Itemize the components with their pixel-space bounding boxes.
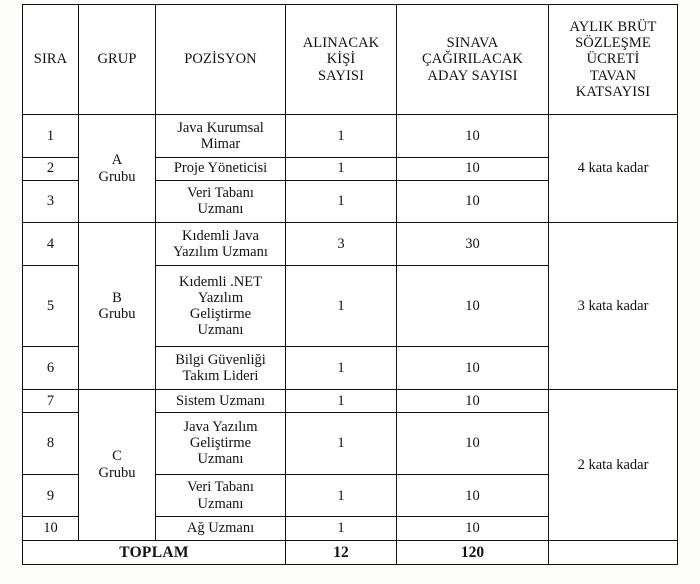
cell-pozisyon — [156, 474, 286, 517]
cell-grup — [79, 115, 156, 223]
cell-katsayi: 3 kata kadar — [549, 223, 678, 390]
header-line: POZİSYON — [184, 51, 257, 68]
cell-sinava-cagirilacak-aday-sayisi: 30 — [397, 223, 549, 266]
header-line: SÖZLEŞME — [575, 35, 651, 52]
cell-total-sinava-cagirilacak-aday-sayisi: 120 — [397, 540, 549, 565]
cell-line: Proje Yöneticisi — [173, 160, 268, 177]
cell-grup — [79, 389, 156, 540]
cell-katsayi: 2 kata kadar — [549, 389, 678, 540]
cell-sinava-cagirilacak-aday-sayisi: 10 — [397, 389, 549, 412]
cell-pozisyon — [156, 223, 286, 266]
cell-line: Uzmanı — [197, 322, 244, 339]
cell-sinava-cagirilacak-aday-sayisi: 10 — [397, 517, 549, 540]
cell-pozisyon — [156, 115, 286, 158]
cell-line: Geliştirme — [189, 435, 252, 452]
cell-sinava-cagirilacak-aday-sayisi: 10 — [397, 115, 549, 158]
cell-alinacak-kisi-sayisi: 3 — [286, 223, 397, 266]
cell-pozisyon — [156, 180, 286, 223]
cell-line: Veri Tabanı — [187, 185, 254, 202]
header-line: SAYISI — [318, 67, 364, 84]
cell-line: Grubu — [98, 168, 136, 185]
recruitment-positions-table-container — [22, 4, 677, 565]
cell-line: Java Kurumsal — [177, 119, 264, 136]
table-total-row — [23, 540, 678, 565]
cell-sira: 5 — [23, 265, 79, 347]
cell-sinava-cagirilacak-aday-sayisi: 10 — [397, 157, 549, 180]
cell-line: Uzmanı — [197, 495, 244, 512]
column-header-aylik-brut-sozlesme-ucreti-tavan-katsayisi — [549, 5, 678, 115]
column-header-grup — [79, 5, 156, 115]
recruitment-positions-table — [22, 4, 678, 565]
header-line: ÜCRETİ — [586, 51, 640, 68]
cell-line: Sistem Uzmanı — [175, 392, 265, 409]
cell-alinacak-kisi-sayisi: 1 — [286, 412, 397, 474]
cell-sira: 10 — [23, 517, 79, 540]
header-line: KİŞİ — [326, 51, 356, 68]
column-header-sira — [23, 5, 79, 115]
cell-sira: 9 — [23, 474, 79, 517]
cell-line: Uzmanı — [197, 451, 244, 468]
cell-alinacak-kisi-sayisi: 1 — [286, 157, 397, 180]
cell-line: Takım Lideri — [182, 367, 259, 384]
cell-total-alinacak-kisi-sayisi: 12 — [286, 540, 397, 565]
cell-pozisyon — [156, 412, 286, 474]
cell-katsayi: 4 kata kadar — [549, 115, 678, 223]
table-row — [23, 223, 678, 266]
cell-sira: 1 — [23, 115, 79, 158]
header-line: AYLIK BRÜT — [569, 18, 657, 35]
cell-pozisyon — [156, 517, 286, 540]
column-header-pozisyon — [156, 5, 286, 115]
cell-line: Veri Tabanı — [187, 479, 254, 496]
cell-sira: 2 — [23, 157, 79, 180]
cell-pozisyon — [156, 265, 286, 347]
cell-line: B — [112, 289, 122, 306]
header-line: SINAVA — [446, 35, 499, 52]
cell-alinacak-kisi-sayisi: 1 — [286, 517, 397, 540]
header-line: KATSAYISI — [575, 83, 651, 100]
cell-total-katsayi — [549, 540, 678, 565]
cell-sira: 4 — [23, 223, 79, 266]
header-line: ADAY SAYISI — [427, 67, 518, 84]
column-header-sinava-cagirilacak-aday-sayisi — [397, 5, 549, 115]
cell-sinava-cagirilacak-aday-sayisi: 10 — [397, 474, 549, 517]
header-line: TAVAN — [589, 67, 637, 84]
cell-alinacak-kisi-sayisi: 1 — [286, 347, 397, 390]
cell-grup — [79, 223, 156, 390]
cell-alinacak-kisi-sayisi: 1 — [286, 180, 397, 223]
header-line: GRUP — [97, 51, 137, 68]
cell-total-label: TOPLAM — [23, 540, 286, 565]
cell-line: Bilgi Güvenliği — [175, 351, 266, 368]
cell-line: Kıdemli .NET — [179, 273, 262, 290]
header-line: ÇAĞIRILACAK — [422, 51, 523, 68]
table-header — [23, 5, 678, 115]
cell-line: Grubu — [98, 305, 136, 322]
cell-alinacak-kisi-sayisi: 1 — [286, 389, 397, 412]
cell-sira: 3 — [23, 180, 79, 223]
cell-alinacak-kisi-sayisi: 1 — [286, 115, 397, 158]
cell-sira: 7 — [23, 389, 79, 412]
cell-line: Yazılım — [197, 289, 244, 306]
cell-line: Ağ Uzmanı — [186, 520, 255, 537]
cell-sinava-cagirilacak-aday-sayisi: 10 — [397, 265, 549, 347]
cell-line: Yazılım Uzmanı — [173, 243, 268, 260]
cell-line: Kıdemli Java — [182, 227, 259, 244]
table-header-row — [23, 5, 678, 115]
column-header-alinacak-kisi-sayisi — [286, 5, 397, 115]
cell-sinava-cagirilacak-aday-sayisi: 10 — [397, 347, 549, 390]
table-body — [23, 115, 678, 565]
cell-line: Uzmanı — [197, 201, 244, 218]
cell-sira: 8 — [23, 412, 79, 474]
cell-line: Java Yazılım — [183, 419, 258, 435]
cell-alinacak-kisi-sayisi: 1 — [286, 265, 397, 347]
cell-pozisyon — [156, 347, 286, 390]
header-line: ALINACAK — [302, 35, 380, 52]
cell-sinava-cagirilacak-aday-sayisi: 10 — [397, 180, 549, 223]
cell-sira: 6 — [23, 347, 79, 390]
cell-alinacak-kisi-sayisi: 1 — [286, 474, 397, 517]
cell-line: Geliştirme — [189, 305, 252, 322]
header-line: SIRA — [33, 51, 68, 68]
cell-pozisyon — [156, 157, 286, 180]
cell-pozisyon — [156, 389, 286, 412]
cell-line: Grubu — [98, 464, 136, 481]
table-row — [23, 389, 678, 412]
cell-line: C — [112, 448, 122, 465]
cell-line: A — [111, 152, 123, 169]
table-row — [23, 115, 678, 158]
cell-line: Mimar — [200, 135, 241, 152]
cell-sinava-cagirilacak-aday-sayisi: 10 — [397, 412, 549, 474]
